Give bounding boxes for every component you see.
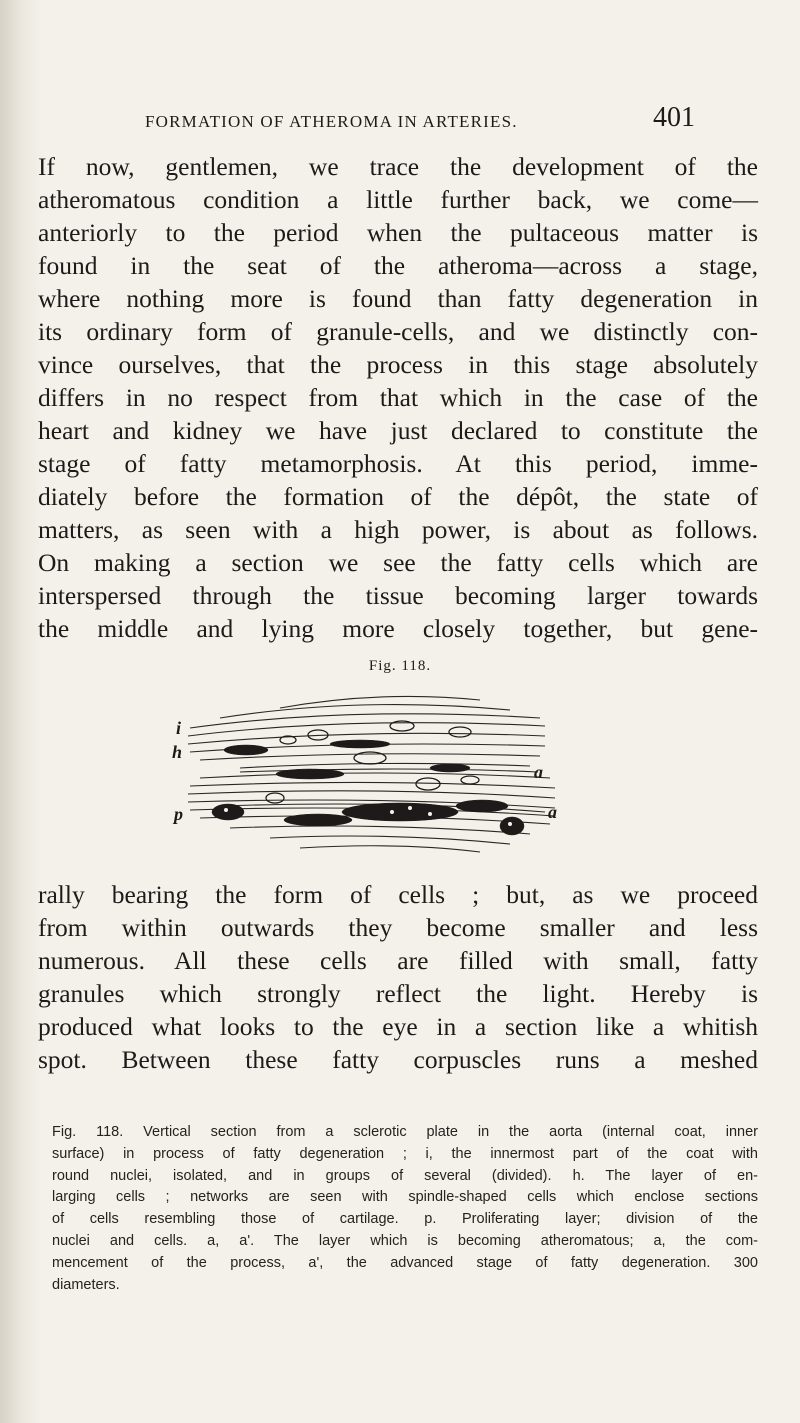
figure-letter-p: p	[174, 804, 183, 824]
figure-letter-a: a	[534, 762, 543, 782]
text-line: where nothing more is found than fatty degeneration in	[38, 284, 758, 313]
text-line: vince ourselves, that the process in this stage absolutely	[38, 350, 758, 379]
text-line: the middle and lying more closely together, but gene-	[38, 614, 758, 643]
text-line: If now, gentlemen, we trace the development of the	[38, 152, 758, 181]
text-line: anteriorly to the period when the pultaceous matter is	[38, 218, 758, 247]
text-line: matters, as seen with a high power, is about as follows.	[38, 515, 758, 544]
body-text-before-figure	[38, 150, 758, 645]
text-line: atheromatous condition a little further back, we come—	[38, 185, 758, 214]
caption-line: of cells resembling those of cartilage. p. Proliferating layer; division of the	[52, 1211, 758, 1228]
text-line: produced what looks to the eye in a section like a whitish	[38, 1012, 758, 1041]
text-line: found in the seat of the atheroma—across a stage,	[38, 251, 758, 280]
figure-label: Fig. 118.	[368, 658, 432, 674]
tissue-section-illustration	[160, 688, 560, 868]
caption-line: mencement of the process, a', the advanced stage of fatty degeneration. 300	[52, 1254, 758, 1271]
figure-letter-h: h	[172, 742, 183, 762]
page-gutter-shadow	[0, 0, 42, 1423]
caption-line: nuclei and cells. a, a'. The layer which is becoming atheromatous; a, the com-	[52, 1232, 758, 1249]
running-title: FORMATION OF ATHEROMA IN ARTERIES.	[145, 112, 518, 131]
caption-line: surface) in process of fatty degeneration ; i, the innermost part of the coat with	[52, 1145, 758, 1162]
text-line: granules which strongly reflect the light. Hereby is	[38, 979, 758, 1008]
caption-line: Fig. 118. Vertical section from a sclerotic plate in the aorta (internal coat, inner	[52, 1124, 758, 1140]
caption-line: round nuclei, isolated, and in groups of several (divided). h. The layer of en-	[52, 1167, 758, 1184]
body-text-after-figure	[38, 878, 758, 1076]
figure-caption	[52, 1122, 758, 1296]
text-line: numerous. All these cells are filled with small, fatty	[38, 946, 758, 975]
text-line: its ordinary form of granule-cells, and we distinctly con-	[38, 317, 758, 346]
text-line: stage of fatty metamorphosis. At this period, imme-	[38, 449, 758, 478]
text-line: differs in no respect from that which in the case of the	[38, 383, 758, 412]
figure-engraving	[160, 688, 560, 868]
text-line: from within outwards they become smaller and less	[38, 913, 758, 942]
caption-line: larging cells ; networks are seen with spindle-shaped cells which enclose sections	[52, 1189, 758, 1206]
running-head	[0, 98, 800, 138]
text-line: interspersed through the tissue becoming larger towards	[38, 581, 758, 610]
text-line: diately before the formation of the dépôt, the state of	[38, 482, 758, 511]
caption-line: diameters.	[52, 1276, 120, 1293]
text-line: rally bearing the form of cells ; but, as we proceed	[38, 880, 758, 909]
figure-letter-a-prime: a	[548, 802, 557, 822]
text-line: spot. Between these fatty corpuscles runs a meshed	[38, 1045, 758, 1074]
page-number: 401	[653, 102, 695, 133]
text-line: heart and kidney we have just declared to constitute the	[38, 416, 758, 445]
text-line: On making a section we see the fatty cells which are	[38, 548, 758, 577]
figure-letter-i: i	[176, 718, 182, 738]
